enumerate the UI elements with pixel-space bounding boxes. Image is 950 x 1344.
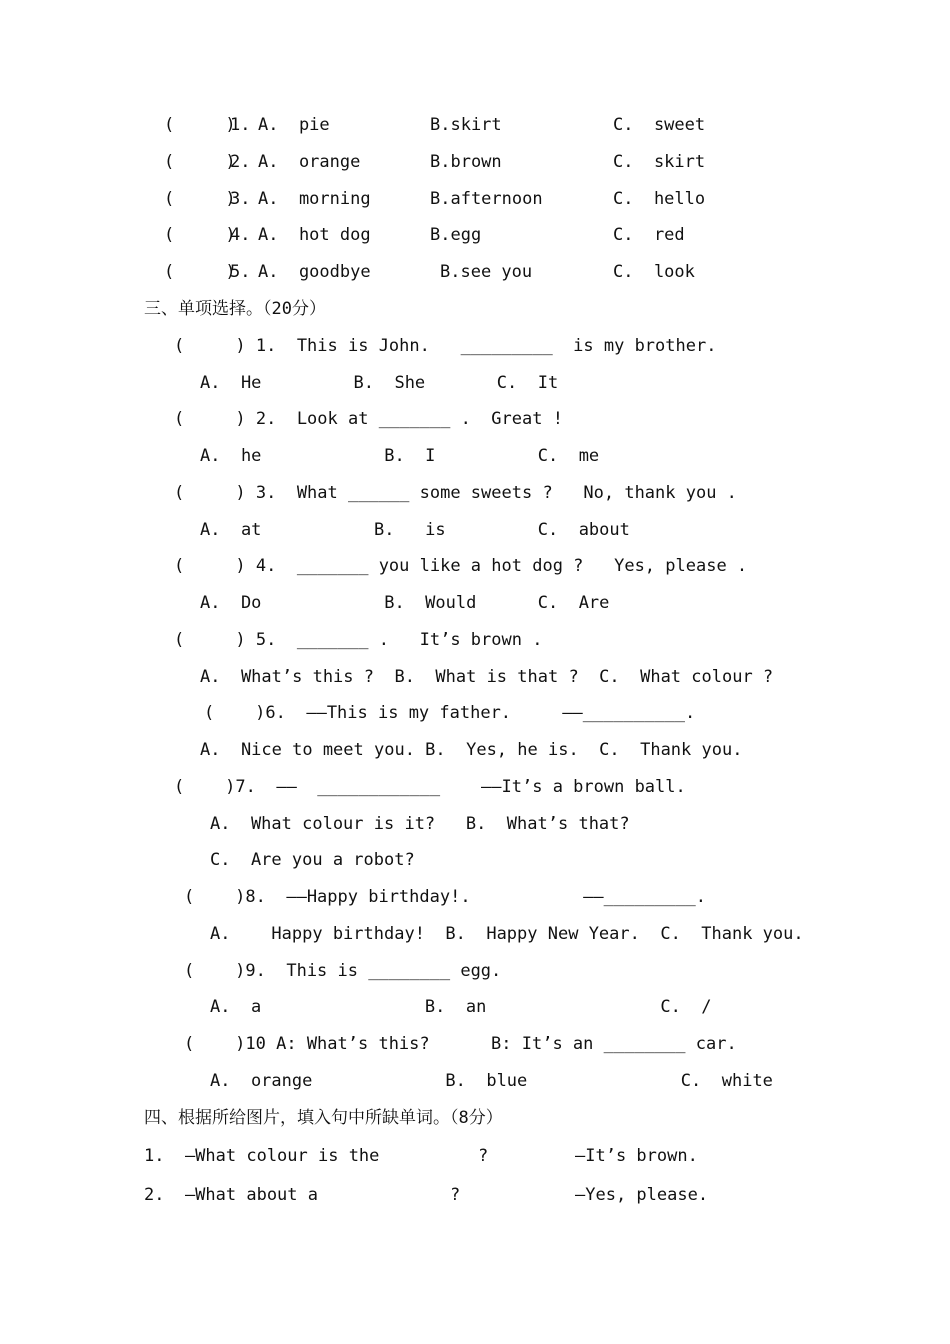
sentence-1-reply: —It’s brown. (575, 1146, 698, 1166)
option-c: C. skirt (613, 152, 706, 172)
question-9[interactable]: ( )9. This is ________ egg. (184, 961, 502, 981)
option-b: B.afternoon (430, 189, 543, 209)
answer-paren[interactable]: ( ) (164, 225, 236, 245)
option-b: B.see you (440, 262, 533, 282)
option-c: C. hello (613, 189, 706, 209)
question-1-options: A. He B. She C. It (200, 373, 559, 393)
question-6[interactable]: ( )6. ——This is my father. ——__________. (204, 703, 696, 723)
answer-paren[interactable]: ( ) (164, 189, 236, 209)
question-5-options: A. What’s this ? B. What is that ? C. What colour ? (200, 667, 774, 687)
sentence-2-prompt: 2. —What about a (144, 1185, 318, 1205)
answer-paren[interactable]: ( ) (164, 152, 236, 172)
section4-title: 四、根据所给图片，填入句中所缺单词。（8分） (144, 1108, 503, 1128)
answer-paren[interactable]: ( ) (164, 262, 236, 282)
sentence-1-question-mark: ? (478, 1146, 489, 1166)
option-a: A. pie (258, 115, 330, 135)
question-10-options: A. orange B. blue C. white (210, 1071, 773, 1091)
option-a: A. orange (258, 152, 361, 172)
question-5[interactable]: ( ) 5. _______ . It’s brown . (174, 630, 543, 650)
question-7[interactable]: ( )7. —— ____________ ——It’s a brown ball. (174, 777, 686, 797)
question-number: 1. (230, 115, 251, 135)
option-a: A. goodbye (258, 262, 371, 282)
question-number: 2. (230, 152, 251, 172)
sentence-2-reply: —Yes, please. (575, 1185, 709, 1205)
question-4[interactable]: ( ) 4. _______ you like a hot dog ? Yes, please . (174, 556, 748, 576)
question-8-options: A. Happy birthday! B. Happy New Year. C. Thank you. (210, 924, 804, 944)
option-b: B.skirt (430, 115, 502, 135)
question-2-options: A. he B. I C. me (200, 446, 600, 466)
question-8[interactable]: ( )8. ——Happy birthday!. ——_________. (184, 887, 706, 907)
option-b: B.brown (430, 152, 502, 172)
question-3[interactable]: ( ) 3. What ______ some sweets ? No, thank you . (174, 483, 737, 503)
question-number: 3. (230, 189, 251, 209)
option-a: A. morning (258, 189, 371, 209)
question-9-options: A. a B. an C. / (210, 997, 712, 1017)
option-a: A. hot dog (258, 225, 371, 245)
question-1[interactable]: ( ) 1. This is John. _________ is my brother. (174, 336, 717, 356)
question-2[interactable]: ( ) 2. Look at _______ . Great ! (174, 409, 563, 429)
question-7-options-ab: A. What colour is it? B. What’s that? (210, 814, 630, 834)
option-c: C. red (613, 225, 685, 245)
question-10[interactable]: ( )10 A: What’s this? B: It’s an ________ car. (184, 1034, 737, 1054)
option-b: B.egg (430, 225, 482, 245)
question-number: 4. (230, 225, 251, 245)
option-c: C. look (613, 262, 695, 282)
question-number: 5. (230, 262, 251, 282)
question-4-options: A. Do B. Would C. Are (200, 593, 610, 613)
question-6-options: A. Nice to meet you. B. Yes, he is. C. Thank you. (200, 740, 743, 760)
sentence-1-prompt: 1. —What colour is the (144, 1146, 380, 1166)
option-c: C. sweet (613, 115, 706, 135)
sentence-2-question-mark: ? (450, 1185, 461, 1205)
section3-title: 三、单项选择。（20分） (144, 299, 326, 319)
answer-paren[interactable]: ( ) (164, 115, 236, 135)
question-7-option-c: C. Are you a robot? (210, 850, 415, 870)
question-3-options: A. at B. is C. about (200, 520, 630, 540)
